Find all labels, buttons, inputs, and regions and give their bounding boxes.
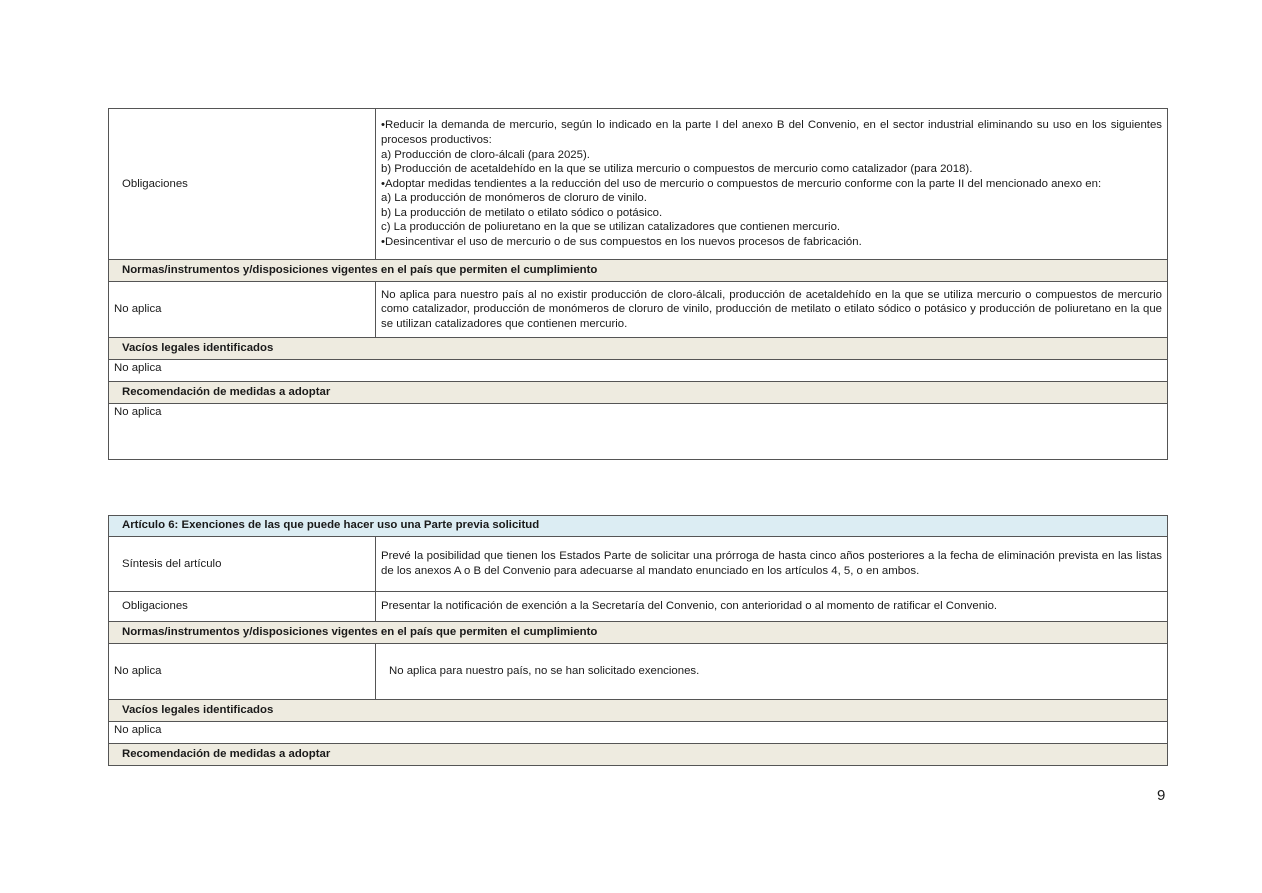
obligations-table-article-6: [108, 515, 1168, 766]
normas-label: No aplica: [109, 644, 376, 700]
obligaciones-row: [109, 592, 1168, 622]
vacios-row: [109, 722, 1168, 744]
obligacion-line: •Adoptar medidas tendientes a la reducción del uso de mercurio o compuestos de mercurio conforme con la parte II del mencionado anexo en:: [381, 177, 1102, 190]
recomendacion-header: Recomendación de medidas a adoptar: [109, 744, 1168, 766]
recomendacion-header-row: [109, 744, 1168, 766]
normas-header-row: [109, 260, 1168, 282]
sintesis-label: Síntesis del artículo: [109, 537, 376, 592]
article-header-row: [109, 516, 1168, 537]
obligaciones-label: Obligaciones: [109, 592, 376, 622]
normas-header-row: [109, 622, 1168, 644]
vacios-row: [109, 360, 1168, 382]
normas-content: No aplica para nuestro país al no existir producción de cloro-álcali, producción de acetaldehído en la que se utiliza mercurio o compuestos de mercurio como catalizador, producción de monómeros de cloruro de vinilo, producción de metilato o etilato sódico o potásico y producción de poliuretano en la que se utilizan catalizadores que contienen mercurio.: [376, 282, 1168, 338]
vacios-header: Vacíos legales identificados: [109, 700, 1168, 722]
normas-row: [109, 282, 1168, 338]
obligacion-line: a) La producción de monómeros de cloruro de vinilo.: [381, 192, 647, 205]
page-number: 9: [1157, 787, 1166, 804]
recomendacion-header-row: [109, 382, 1168, 404]
sintesis-content: Prevé la posibilidad que tienen los Estados Parte de solicitar una prórroga de hasta cinco años posteriores a la fecha de eliminación prevista en las listas de los anexos A o B del Convenio para adecuarse al mandato enunciado en los artículos 4, 5, o en ambos.: [376, 537, 1168, 592]
normas-header: Normas/instrumentos y/disposiciones vigentes en el país que permiten el cumplimiento: [109, 622, 1168, 644]
obligaciones-row: [109, 109, 1168, 260]
normas-row: [109, 644, 1168, 700]
normas-header: Normas/instrumentos y/disposiciones vigentes en el país que permiten el cumplimiento: [109, 260, 1168, 282]
vacios-content: No aplica: [109, 360, 1168, 382]
vacios-header-row: [109, 700, 1168, 722]
article-header: Artículo 6: Exenciones de las que puede hacer uso una Parte previa solicitud: [109, 516, 1168, 537]
vacios-content: No aplica: [109, 722, 1168, 744]
obligacion-line: b) La producción de metilato o etilato sódico o potásico.: [381, 206, 663, 219]
obligaciones-label: Obligaciones: [109, 109, 376, 260]
normas-content: No aplica para nuestro país, no se han solicitado exenciones.: [376, 644, 1168, 700]
obligacion-line: c) La producción de poliuretano en la que se utilizan catalizadores que contienen mercurio.: [381, 221, 841, 234]
recomendacion-content: No aplica: [109, 404, 1168, 460]
obligaciones-content: Presentar la notificación de exención a la Secretaría del Convenio, con anterioridad o al momento de ratificar el Convenio.: [376, 592, 1168, 622]
obligacion-line: •Reducir la demanda de mercurio, según lo indicado en la parte I del anexo B del Convenio, en el sector industrial eliminando su uso en los siguientes procesos productivos:: [381, 119, 1162, 146]
vacios-header: Vacíos legales identificados: [109, 338, 1168, 360]
sintesis-row: [109, 537, 1168, 592]
normas-label: No aplica: [109, 282, 376, 338]
obligations-table-article-5: [108, 108, 1168, 460]
obligacion-line: b) Producción de acetaldehído en la que se utiliza mercurio o compuestos de mercurio como catalizador (para 2018).: [381, 163, 973, 176]
recomendacion-header: Recomendación de medidas a adoptar: [109, 382, 1168, 404]
obligacion-line: •Desincentivar el uso de mercurio o de sus compuestos en los nuevos procesos de fabricación.: [381, 236, 862, 249]
vacios-header-row: [109, 338, 1168, 360]
recomendacion-row: [109, 404, 1168, 460]
obligaciones-content: [376, 109, 1168, 260]
obligacion-line: a) Producción de cloro-álcali (para 2025).: [381, 148, 590, 161]
